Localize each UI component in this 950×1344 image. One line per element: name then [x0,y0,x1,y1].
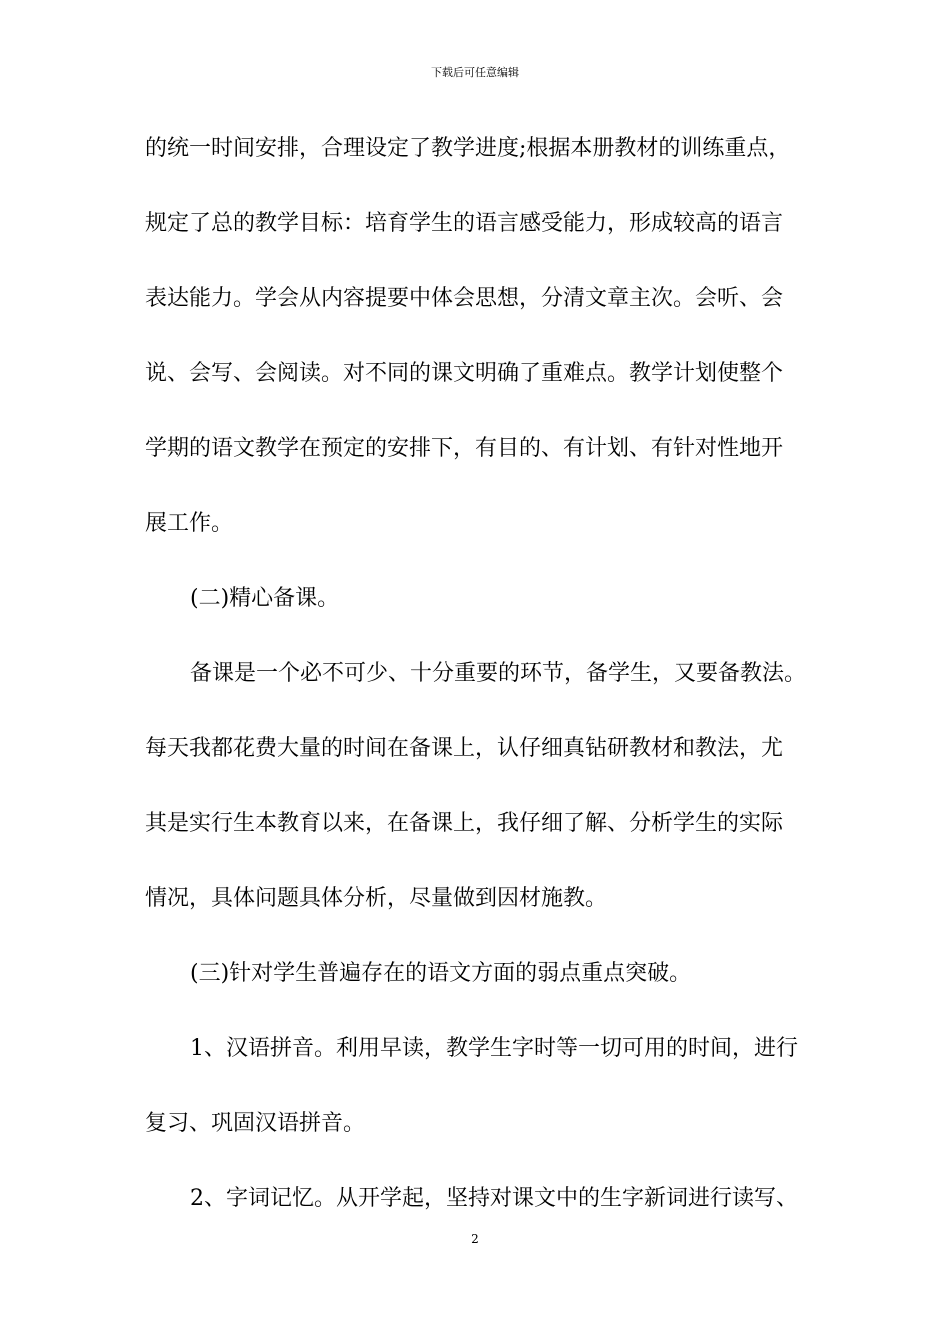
body-line-5: 学期的语文教学在预定的安排下，有目的、有计划、有针对性地开 [145,436,784,461]
page-number: 2 [471,1232,479,1246]
body-line-1: 的统一时间安排，合理设定了教学进度;根据本册教材的训练重点， [145,136,791,161]
body-line-13: 1、汉语拼音。利用早读，教学生字时等一切可用的时间，进行 [190,1036,798,1061]
section-heading-2: (二)精心备课。 [190,586,340,611]
body-line-11: 情况，具体问题具体分析，尽量做到因材施教。 [145,886,608,911]
section-heading-3: (三)针对学生普遍存在的语文方面的弱点重点突破。 [190,961,692,986]
body-line-4: 说、会写、会阅读。对不同的课文明确了重难点。教学计划使整个 [145,361,784,386]
body-line-6: 展工作。 [145,511,234,536]
body-line-9: 每天我都花费大量的时间在备课上，认仔细真钻研教材和教法，尤 [145,736,784,761]
body-line-14: 复习、巩固汉语拼音。 [145,1111,366,1136]
page-header: 下载后可任意编辑 [431,66,519,79]
body-line-3: 表达能力。学会从内容提要中体会思想，分清文章主次。会听、会 [145,286,784,311]
body-line-15: 2、字词记忆。从开学起，坚持对课文中的生字新词进行读写、 [190,1186,798,1211]
body-line-2: 规定了总的教学目标：培育学生的语言感受能力，形成较高的语言 [145,211,784,236]
body-line-8: 备课是一个必不可少、十分重要的环节，备学生，又要备教法。 [190,661,807,686]
body-line-10: 其是实行生本教育以来，在备课上，我仔细了解、分析学生的实际 [145,811,784,836]
